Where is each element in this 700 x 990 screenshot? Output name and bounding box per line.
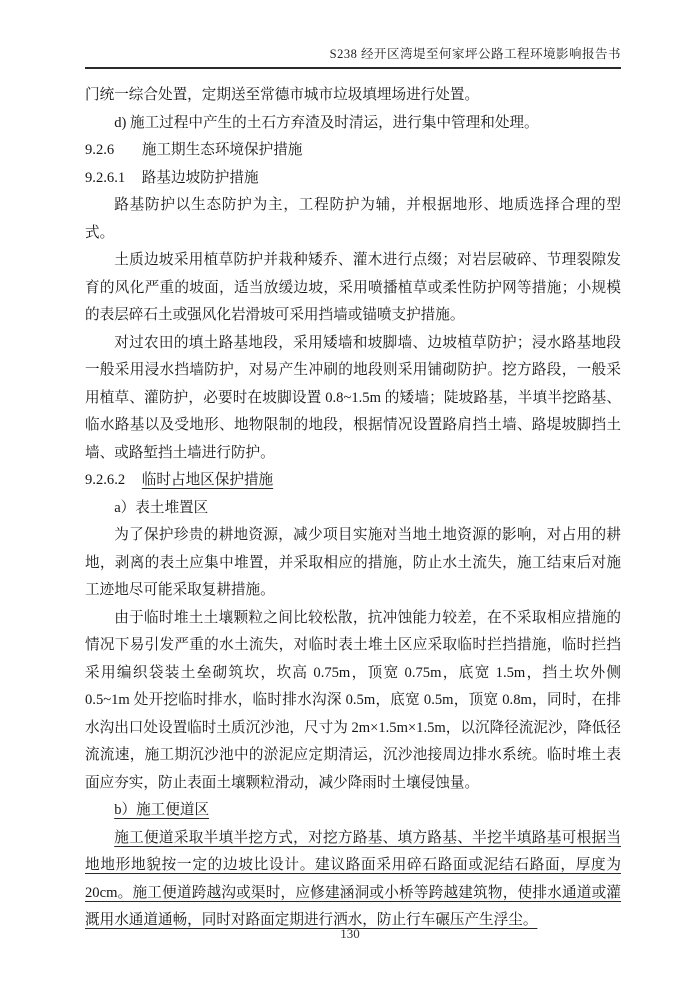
paragraph: 土质边坡采用植草防护并栽种矮乔、灌木进行点缀；对岩层破碎、节理裂隙发育的风化严重的坡面，适当放缓边坡，采用喷播植草或柔性防护网等措施；小规模的表层碎石土或强风化岩滑坡可采用挡墙或锚喷支护措施。 — [85, 252, 621, 323]
list-item-b: b）施工便道区 — [114, 802, 210, 818]
paragraph: 路基防护以生态防护为主，工程防护为辅，并根据地形、地质选择合理的型式。 — [85, 197, 621, 241]
paragraph-continuation: 门统一综合处置，定期送至常德市城市垃圾填埋场进行处置。 — [85, 87, 480, 103]
section-heading-9-2-6 — [85, 137, 621, 165]
section-title: 临时占地区保护措施 — [141, 472, 274, 488]
document-body — [85, 82, 621, 935]
paragraph: 为了保护珍贵的耕地资源，减少项目实施对当地土地资源的影响，对占用的耕地，剥离的表土应集中堆置，并采取相应的措施，防止水土流失，施工结束后对施工迹地尽可能采取复耕措施。 — [85, 527, 621, 598]
page-header — [85, 44, 621, 69]
section-title: 施工期生态环境保护措施 — [141, 142, 303, 158]
section-title: 路基边坡防护措施 — [141, 169, 259, 186]
section-number: 9.2.6.1 — [85, 169, 126, 186]
section-number: 9.2.6 — [85, 142, 115, 158]
section-heading-9-2-6-1 — [85, 165, 621, 193]
list-item-d: d) 施工过程中产生的土石方弃渣及时清运，进行集中管理和处理。 — [114, 114, 539, 131]
paragraph: 由于临时堆土土壤颗粒之间比较松散，抗冲蚀能力较差，在不采取相应措施的情况下易引发严重的水土流失，对临时表土堆土区应采取临时拦挡措施，临时拦挡采用编织袋装土垒砌筑坎，坎高 0.75m，顶宽 0.75m，底宽 1.5m，挡土坎外侧 0.5~1m 处开挖临时排水，临时排水沟深 0.5m，底宽 0.5m，顶宽 0.8m，同时，在排水沟出口处设置临时土质沉沙池，尺寸为 2m×1.5m×1.5m，以沉降径流泥沙，降低径流流速，施工期沉沙池中的淤泥应定期清运，沉沙池接周边排水系统。临时堆土表面应夯实，防止表面土壤颗粒滑动，减少降雨时土壤侵蚀量。 — [85, 609, 621, 791]
list-item-a: a）表土堆置区 — [114, 499, 209, 516]
paragraph: 对过农田的填土路基地段，采用矮墙和坡脚墙、边坡植草防护；浸水路基地段一般采用浸水挡墙防护，对易产生冲刷的地段则采用铺砌防护。挖方路段，一般采用植草、灌防护，必要时在坡脚设置 0.8~1.5m 的矮墙；陡坡路基，半填半挖路基、临水路基以及受地形、地物限制的地段，根据情况设置路肩挡土墙、路堤坡脚挡土墙、或路堑挡土墙进行防护。 — [85, 334, 621, 461]
section-heading-9-2-6-2 — [85, 467, 621, 495]
report-title: S238 经开区湾堤至何家坪公路工程环境影响报告书 — [329, 47, 621, 61]
page-footer — [0, 926, 700, 942]
section-number: 9.2.6.2 — [85, 472, 126, 488]
page-number: 130 — [340, 926, 360, 941]
paragraph-underlined: 施工便道采取半填半挖方式，对挖方路基、填方路基、半挖半填路基可根据当地地形地貌按一定的边坡比设计。建议路面采用碎石路面或泥结石路面，厚度为 20cm。施工便道跨越沟或渠时，应修建涵洞或小桥等跨越建筑物，使排水通道或灌溉用水通道通畅，同时对路面定期进行洒水，防止行车碾压产生浮尘。 — [85, 829, 621, 928]
